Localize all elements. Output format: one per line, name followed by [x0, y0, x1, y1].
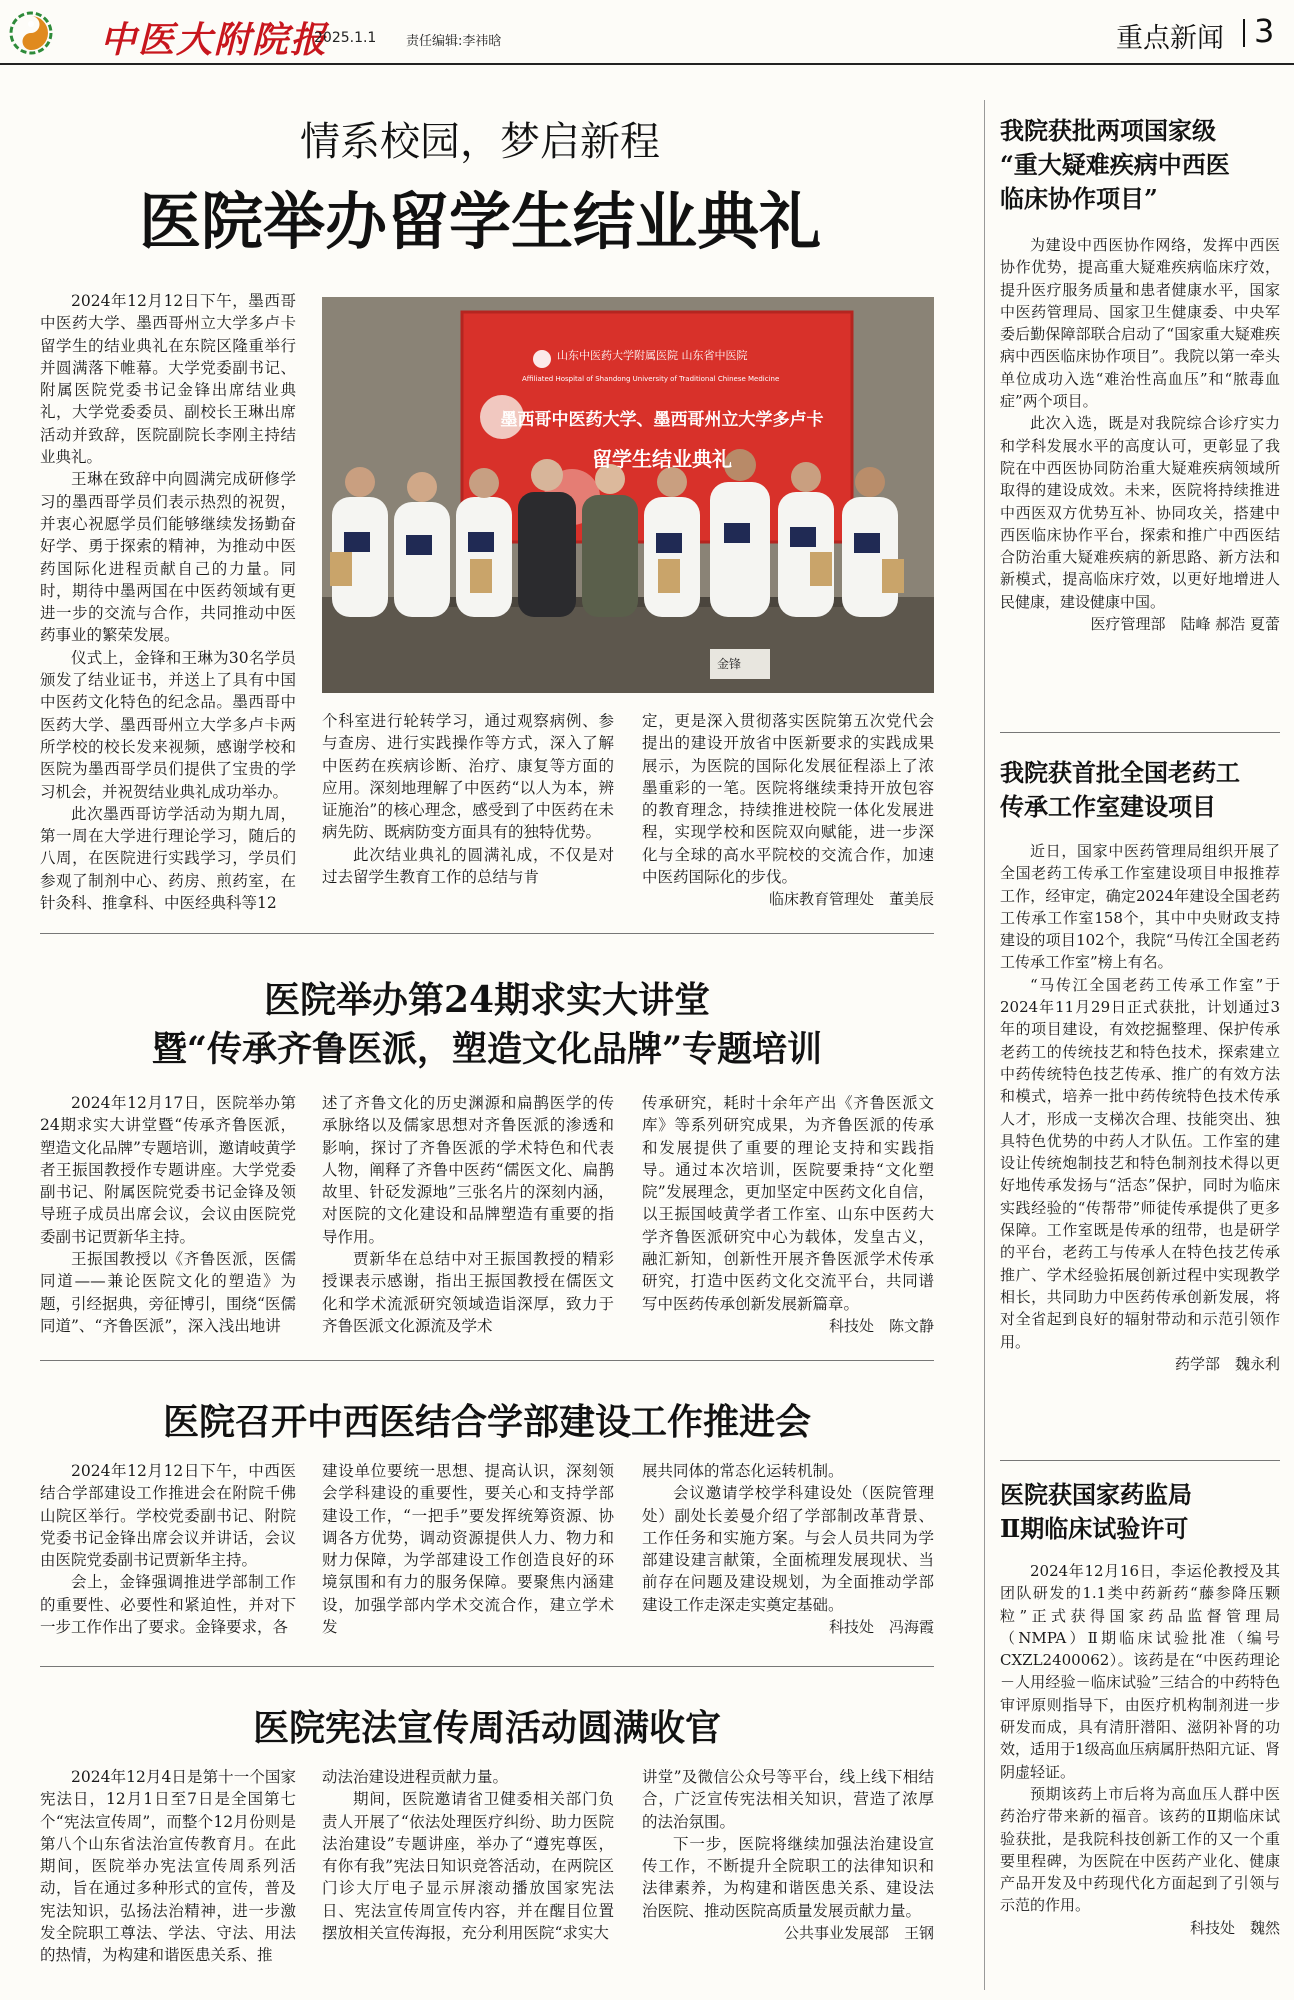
- article1-col1: 2024年12月12日下午，墨西哥中医药大学、墨西哥州立大学多卢卡留学生的结业典礼在东院区隆重举行并圆满落下帷幕。大学党委副书记、附属医院党委书记金锋出席结业典礼，大学党委委员、副校长王琳出席活动并致辞，医院副院长李刚主持结业典礼。 王琳在致辞中向圆满完成研修学习的墨西哥学员们表示热烈的祝贺，并衷心祝愿学员们能够继续发扬勤奋好学、勇于探索的精神，为推动中医药国际化进程贡献自己的力量。同时，期待中墨两国在中医药领域有更进一步的交流与合作，共同推动中医药事业的繁荣发展。 仪式上，金锋和王琳为30名学员颁发了结业证书，并送上了具有中国中医药文化特色的纪念品。墨西哥中医药大学、墨西哥州立大学多卢卡两所学校的校长发来视频，感谢学校和医院为墨西哥学员们提供了宝贵的学习机会，并祝贺结业典礼成功举办。 此次墨西哥访学活动为期九周，第一周在大学进行理论学习，随后的八周，在医院进行实践学习，学员们参观了制剂中心、药房、煎药室，在针灸科、推拿科、中医经典科等12: [40, 292, 296, 913]
- newspaper-logo-icon: [8, 10, 54, 56]
- issue-date: 2025.1.1: [314, 30, 377, 46]
- article4-col2: 动法治建设进程贡献力量。 期间，医院邀请省卫健委相关部门负责人开展了“依法处理医疗纠纷、助力医院法治建设”专题讲座，举办了“遵宪尊医，有你有我”宪法日知识竞答活动，在两院区门诊大厅电子显示屏滚动播放国家宪法日、宪法宣传周宣传内容，并在醒目位置摆放相关宣传海报，充分利用医院“求实大: [322, 1768, 614, 1943]
- article3-byline: 科技处 冯海霞: [828, 1618, 934, 1637]
- editor-credit: 责任编辑:李祎晗: [406, 34, 502, 49]
- side-divider-2: [1000, 1460, 1280, 1461]
- banner-line1: 墨西哥中医药大学、墨西哥州立大学多卢卡: [500, 410, 824, 430]
- side1-body: 为建设中西医协作网络，发挥中西医协作优势，提高重大疑难疾病临床疗效，提升医疗服务质量和患者健康水平，国家中医药管理局、国家卫生健康委、中央军委后勤保障部联合启动了“国家重大疑难疾病中西医临床协作项目”。我院以第一牵头单位成功入选“难治性高血压”和“脓毒血症”两个项目。 此次入选，既是对我院综合诊疗实力和学科发展水平的高度认可，更彰显了我院在中西医协同防治重大疑难疾病领域所取得的建设成效。未来，医院将持续推进中西医双方优势互补、协同攻关，搭建中西医临床协作平台，探索和推广中西医结合防治重大疑难疾病的新思路、新方法和新模式，提高临床疗效，以更好地增进人民健康，建设健康中国。 医疗管理部 陆峰 郝浩 夏蕾: [1000, 234, 1280, 635]
- side1-title: 我院获批两项国家级 “重大疑难疾病中西医 临床协作项目”: [1000, 116, 1230, 213]
- article2-title-line2: 暨“传承齐鲁医派，塑造文化品牌”专题培训: [151, 1029, 823, 1070]
- side2-byline: 药学部 魏永利: [1174, 1354, 1280, 1373]
- article2-col1: 2024年12月17日，医院举办第24期求实大讲堂暨“传承齐鲁医派，塑造文化品牌”专题培训，邀请岐黄学者王振国教授作专题讲座。大学党委副书记、附属医院党委书记金锋及领导班子成员出席会议，会议由医院党委副书记贾新华主持。 王振国教授以《齐鲁医派，医儒同道——兼论医院文化的塑造》为题，引经据典，旁征博引，围绕“医儒同道”、“齐鲁医派”，深入浅出地讲: [40, 1094, 296, 1335]
- banner-line2: 留学生结业典礼: [592, 447, 732, 471]
- side2-title: 我院获首批全国老药工 传承工作室建设项目: [1000, 758, 1240, 821]
- article1-col3: 定，更是深入贯彻落实医院第五次党代会提出的建设开放省中医新要求的实践成果展示，为医院的国际化发展征程添上了浓墨重彩的一笔。医院将继续秉持开放包容的教育理念，持续推进校院一体化发展进程，实现学校和医院双向赋能，进一步深化与全球的高水平院校的交流合作，加速中医药国际化的步伐。 临床教育管理处 董美辰: [642, 710, 934, 911]
- article-divider-3: [40, 1666, 934, 1667]
- article2-col3: 传承研究，耗时十余年产出《齐鲁医派文库》等系列研究成果，为齐鲁医派的传承和发展提供了重要的理论支持和实践指导。通过本次培训，医院要秉持“文化塑院”发展理念，更加坚定中医药文化自信，以王振国岐黄学者工作室、山东中医药大学齐鲁医派研究中心为载体，发皇古义，融汇新知，创新性开展齐鲁医派学术传承研究，打造中医药文化交流平台，共同谱写中医药传承创新发展新篇章。 科技处 陈文静: [642, 1092, 934, 1337]
- article1-title: 医院举办留学生结业典礼: [138, 185, 821, 258]
- page-number: 3: [1254, 12, 1275, 50]
- article2-col2: 述了齐鲁文化的历史渊源和扁鹊医学的传承脉络以及儒家思想对齐鲁医派的渗透和影响，探讨了齐鲁医派的学术特色和代表人物，阐释了齐鲁中医药“儒医文化、扁鹊故里、针砭发源地”三张名片的深刻内涵，对医院的文化建设和品牌塑造有重要的指导作用。 贾新华在总结中对王振国教授的精彩授课表示感谢，指出王振国教授在儒医文化和学术流派研究领域造诣深厚，致力于齐鲁医派文化源流及学术: [322, 1094, 614, 1335]
- banner-top-text: 山东中医药大学附属医院 山东省中医院: [557, 349, 748, 362]
- article1-byline: 临床教育管理处 董美辰: [768, 890, 934, 909]
- side1-byline: 医疗管理部 陆峰 郝浩 夏蕾: [1090, 615, 1280, 634]
- article1-col2: 个科室进行轮转学习，通过观察病例、参与查房、进行实践操作等方式，深入了解中医药在疾病诊断、治疗、康复等方面的应用。深刻地理解了中医药“以人为本，辨证施治”的核心理念，感受到了中医药在未病先防、既病防变方面具有的独特优势。 此次结业典礼的圆满礼成，不仅是对过去留学生教育工作的总结与肯: [322, 712, 614, 887]
- section-divider: [1243, 19, 1245, 47]
- masthead-name: 中医大附院报: [100, 19, 329, 61]
- article-divider-2: [40, 1360, 934, 1361]
- article3-col2: 建设单位要统一思想、提高认识，深刻领会学科建设的重要性，要关心和支持学部建设工作，“一把手”要发挥统筹资源、协调各方优势，调动资源提供人力、物力和财力保障，为学部建设工作创造良好的环境氛围和有力的服务保障。要聚焦内涵建设，加强学部内学术交流合作，建立学术发: [322, 1462, 614, 1637]
- masthead-rule: [0, 63, 1294, 65]
- article4-col3: 讲堂”及微信公众号等平台，线上线下相结合，广泛宣传宪法相关知识，营造了浓厚的法治氛围。 下一步，医院将继续加强法治建设宣传工作，不断提升全院职工的法律知识和法律素养，为构建和谐医患关系、建设法治医院、推动医院高质量发展贡献力量。 公共事业发展部 王钢: [642, 1766, 934, 1944]
- article3-title: 医院召开中西医结合学部建设工作推进会: [162, 1401, 811, 1443]
- side3-byline: 科技处 魏然: [1189, 1918, 1280, 1937]
- side3-title: 医院获国家药监局 Ⅱ期临床试验许可: [1000, 1480, 1192, 1543]
- side2-body: 近日，国家中医药管理局组织开展了全国老药工传承工作室建设项目申报推荐工作，经审定，确定2024年建设全国老药工传承工作室158个，其中中央财政支持建设的项目102个，我院“马传江全国老药工传承工作室”榜上有名。 “马传江全国老药工传承工作室”于2024年11月29日正式获批，计划通过3年的项目建设，有效挖掘整理、保护传承老药工的传统技艺和特色技术，探索建立中药传统特色技艺传承、推广的有效方法和模式，培养一批中药传统特色技术传承人才，形成一支梯次合理、技能突出、独具特色优势的中药人才队伍。工作室的建设让传统炮制技艺和特色制剂技术得以更好地传承发扬与“活态”保护，同时为临床实践经验的“传帮带”师徒传承提供了更多保障。工作室既是传承的纽带，也是研学的平台，老药工与传承人在特色技艺传承推广、学术经验拓展创新过程中实现教学相长，共同助力中医药传承创新发展，将对全省起到良好的辐射带动和示范引领作用。 药学部 魏永利: [1000, 840, 1280, 1375]
- article1-kicker: 情系校园，梦启新程: [300, 119, 660, 165]
- section-title: 重点新闻: [1116, 23, 1224, 54]
- masthead: [0, 0, 1294, 62]
- ceremony-photo: [322, 297, 934, 693]
- banner-sub-text: Affiliated Hospital of Shandong University of Traditional Chinese Medicine: [522, 375, 780, 383]
- article2-title-line1: 医院举办第24期求实大讲堂: [263, 979, 711, 1021]
- article4-col1: 2024年12月4日是第十一个国家宪法日，12月1日至7日是全国第七个“宪法宣传周”，而整个12月份则是第八个山东省法治宣传教育月。在此期间，医院举办宪法宣传周系列活动，旨在通过多种形式的宣传，普及宪法知识，弘扬法治精神，进一步激发全院职工尊法、学法、守法、用法的热情，为构建和谐医患关系、推: [40, 1768, 296, 1965]
- article-divider-1: [40, 933, 934, 934]
- article4-byline: 公共事业发展部 王钢: [783, 1924, 934, 1943]
- side3-body: 2024年12月16日，李运伦教授及其团队研发的1.1类中药新药“藤参降压颗粒”正式获得国家药品监督管理局（NMPA）Ⅱ期临床试验批准（编号CXZL2400062）。该药是在“中医药理论－人用经验－临床试验”三结合的中药特色审评原则指导下，由医疗机构制剂进一步研发而成，具有清肝潜阳、滋阴补肾的功效，适用于1级高血压病属肝热阳亢证、肾阴虚轻证。 预期该药上市后将为高血压人群中医药治疗带来新的福音。该药的Ⅱ期临床试验获批，是我院科技创新工作的又一个重要里程碑，为医院在中医药产业化、健康产品开发及中药现代化方面起到了引领与示范的作用。 科技处 魏然: [1000, 1560, 1280, 1939]
- side-divider-1: [1000, 732, 1280, 733]
- sidebar-divider: [984, 100, 985, 1990]
- article3-col1: 2024年12月12日下午，中西医结合学部建设工作推进会在附院千佛山院区举行。学校党委副书记、附院党委书记金锋出席会议并讲话，会议由医院党委副书记贾新华主持。 会上，金锋强调推进学部制工作的重要性、必要性和紧迫性，并对下一步工作作出了要求。金锋要求，各: [40, 1462, 296, 1637]
- article2-byline: 科技处 陈文静: [828, 1316, 934, 1335]
- article3-col3: 展共同体的常态化运转机制。 会议邀请学校学科建设处（医院管理处）副处长姜曼介绍了学部制改革背景、工作任务和实施方案。与会人员共同为学部建设建言献策，全面梳理发展现状、当前存在问题及建设规划，为全面推动学部建设工作走深走实奠定基础。 科技处 冯海霞: [642, 1460, 934, 1638]
- article4-title: 医院宪法宣传周活动圆满收官: [252, 1707, 721, 1749]
- podium-label: 金锋: [717, 657, 742, 671]
